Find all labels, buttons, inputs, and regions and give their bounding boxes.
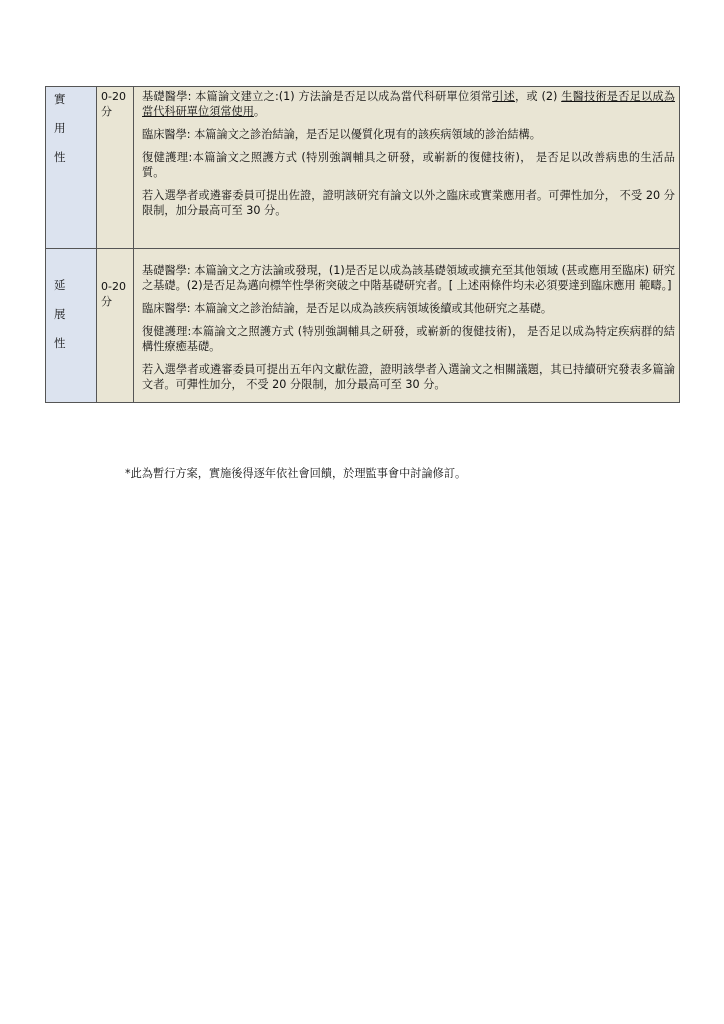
score-range: 0-20 [101,90,126,103]
category-cell [46,87,97,249]
category-cell [46,249,97,403]
description-cell [134,87,680,249]
score-cell [97,87,134,249]
score-unit: 分 [101,295,112,308]
basic-medicine-paragraph: 基礎醫學: 本篇論文之方法論或發現，(1)是否足以成為該基礎領域或擴充至其他領域 (甚或應用至臨床) 研究之基礎。(2)是否足為邁向標竿性學術突破之中階基礎研究者。[ 上述兩條件均未必須要達到臨床應用 範疇。] [142,264,675,292]
category-char: 性 [54,150,66,164]
rehab-nursing-paragraph: 復健護理:本篇論文之照護方式 (特別強調輔具之研發，或嶄新的復健技術)， 是否足以改善病患的生活品質。 [142,151,675,179]
description-cell [134,249,680,403]
category-char: 實 [54,92,66,106]
bonus-points-paragraph: 若入選學者或遴審委員可提出佐證，證明該研究有論文以外之臨床或實業應用者。可彈性加分， 不受 20 分限制，加分最高可至 30 分。 [142,189,675,217]
rehab-nursing-paragraph: 復健護理:本篇論文之照護方式 (特別強調輔具之研發，或嶄新的復健技術)， 是否足以成為特定疾病群的結構性療癒基礎。 [142,325,675,353]
clinical-medicine-paragraph: 臨床醫學: 本篇論文之診治結論，是否足以成為該疾病領域後續或其他研究之基礎。 [142,302,553,315]
basic-medicine-paragraph: 基礎醫學: 本篇論文建立之:(1) 方法論是否足以成為當代科研單位須常引述，或 (2) 生醫技術是否足以成為當代科研單位須常使用。 [142,90,675,118]
footnote: *此為暫行方案，實施後得逐年依社會回饋，於理監事會中討論修訂。 [125,467,467,480]
criteria-table [45,86,680,403]
table-row-practicality [46,87,680,249]
category-char: 延 [54,278,66,292]
score-unit: 分 [101,105,112,118]
category-char: 用 [54,121,66,135]
table-row-extensibility [46,249,680,403]
clinical-medicine-paragraph: 臨床醫學: 本篇論文之診治結論，是否足以優質化現有的該疾病領域的診治結構。 [142,128,541,141]
category-char: 展 [54,307,66,321]
score-cell [97,249,134,403]
score-range: 0-20 [101,280,126,293]
category-char: 性 [54,336,66,350]
bonus-points-paragraph: 若入選學者或遴審委員可提出五年內文獻佐證，證明該學者入選論文之相關議題，其已持續研究發表多篇論文者。可彈性加分， 不受 20 分限制，加分最高可至 30 分。 [142,363,675,391]
